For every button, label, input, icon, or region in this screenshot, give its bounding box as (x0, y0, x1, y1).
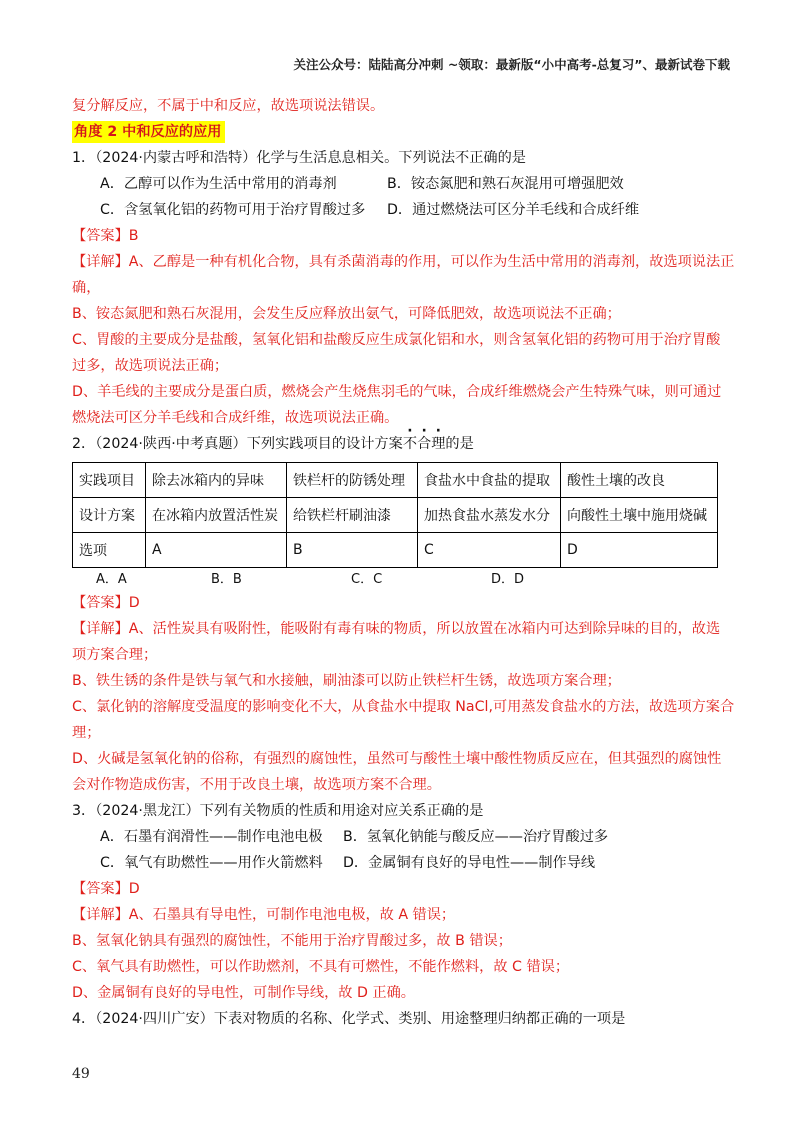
detail-line: 【详解】A、活性炭具有吸附性，能吸附有毒有味的物质，所以放置在冰箱内可达到除异味的目的，故选 (72, 621, 721, 637)
question-stem: 1．（2024·内蒙古呼和浩特）化学与生活息息相关。下列说法不正确的是 (72, 150, 526, 166)
table-cell: 加热食盐水蒸发水分 (418, 498, 561, 533)
section-heading: 角度 2 中和反应的应用 (72, 121, 225, 143)
table-row (73, 498, 718, 533)
answer: 【答案】B (72, 228, 139, 244)
detail-line: D、火碱是氢氧化钠的俗称，有强烈的腐蚀性，虽然可与酸性土壤中酸性物质反应在，但其强烈的腐蚀性 (72, 751, 722, 767)
detail-line: B、铁生锈的条件是铁与氧气和水接触，刷油漆可以防止铁栏杆生锈，故选项方案合理； (72, 673, 621, 689)
question-3 (72, 798, 722, 1006)
option-c: C．C (351, 572, 383, 587)
table-cell: 铁栏杆的防锈处理 (287, 463, 418, 498)
option-b: B．铵态氮肥和熟石灰混用可增强肥效 (387, 176, 624, 192)
table-cell: 酸性土壤的改良 (561, 463, 718, 498)
detail-line: 【详解】A、石墨具有导电性，可制作电池电极，故 A 错误； (72, 907, 456, 923)
detail-line: D、羊毛线的主要成分是蛋白质，燃烧会产生烧焦羽毛的气味，合成纤维燃烧会产生特殊气味，则可通过 (72, 384, 722, 400)
detail-line: 项方案合理； (72, 647, 158, 663)
option-a: A．A (96, 572, 127, 587)
option-d: D．D (491, 572, 525, 587)
detail-line: B、铵态氮肥和熟石灰混用，会发生反应释放出氨气，可降低肥效，故选项说法不正确； (72, 306, 621, 322)
table-cell: C (418, 533, 561, 568)
answer: 【答案】D (72, 881, 140, 897)
detail-line: B、氢氧化钠具有强烈的腐蚀性，不能用于治疗胃酸过多，故 B 错误； (72, 933, 512, 949)
emphasis-dot: 不 (402, 436, 418, 452)
design-table (72, 462, 718, 568)
table-cell: 除去冰箱内的异味 (146, 463, 287, 498)
question-stem (72, 431, 722, 457)
table-cell: 食盐水中食盐的提取 (418, 463, 561, 498)
option-a: A．乙醇可以作为生活中常用的消毒剂 (100, 176, 337, 192)
table-cell: 向酸性土壤中施用烧碱 (561, 498, 718, 533)
emphasis-dot: 合 (417, 436, 432, 452)
detail-line: 过多，故选项说法正确； (72, 358, 229, 374)
option-b: B．B (211, 572, 242, 587)
table-cell: 设计方案 (73, 498, 146, 533)
option-row (72, 197, 722, 223)
detail-line: C、氧气具有助燃性，可以作助燃剂，不具有可燃性，不能作燃料，故 C 错误； (72, 959, 570, 975)
question-4 (72, 1006, 722, 1032)
table-row (73, 533, 718, 568)
answer: 【答案】D (72, 595, 140, 611)
question-2 (72, 431, 735, 798)
detail-line: D、金属铜有良好的导电性，可制作导线，故 D 正确。 (72, 985, 415, 1001)
table-row (73, 463, 718, 498)
option-d: D．金属铜有良好的导电性——制作导线 (343, 855, 596, 871)
option-b: B．氢氧化钠能与酸反应——治疗胃酸过多 (343, 829, 609, 845)
detail-line: C、胃酸的主要成分是盐酸，氢氧化铝和盐酸反应生成氯化铝和水，则含氢氧化铝的药物可用于治疗胃酸 (72, 332, 721, 348)
option-c: C．含氢氧化铝的药物可用于治疗胃酸过多 (100, 202, 366, 218)
document-body (72, 93, 735, 1032)
lead-text: 复分解反应，不属于中和反应，故选项说法错误。 (72, 98, 385, 114)
option-row (72, 850, 722, 876)
stem-text: 2．（2024·陕西·中考真题）下列实践项目的设计方案 (72, 436, 403, 452)
table-cell: 给铁栏杆刷油漆 (287, 498, 418, 533)
table-cell: B (287, 533, 418, 568)
stem-text: 的是 (445, 436, 474, 452)
option-row (72, 824, 722, 850)
detail-line: 【详解】A、乙醇是一种有机化合物，具有杀菌消毒的作用，可以作为生活中常用的消毒剂，故选项说法正 (72, 254, 735, 270)
detail-line: 会对作物造成伤害，不用于改良土壤，故选项方案不合理。 (72, 777, 441, 793)
table-cell: 在冰箱内放置活性炭 (146, 498, 287, 533)
table-cell: D (561, 533, 718, 568)
question-stem: 4．（2024·四川广安）下表对物质的名称、化学式、类别、用途整理归纳都正确的一项是 (72, 1011, 626, 1027)
table-cell: 实践项目 (73, 463, 146, 498)
option-a: A．石墨有润滑性——制作电池电极 (100, 829, 323, 845)
page-number: 49 (72, 1066, 90, 1082)
emphasis-dot: 理 (431, 436, 446, 452)
question-stem: 3．（2024·黑龙江）下列有关物质的性质和用途对应关系正确的是 (72, 803, 484, 819)
table-cell: 选项 (73, 533, 146, 568)
page-header: 关注公众号：陆陆高分冲刺 ~领取：最新版“小中高考-总复习”、最新试卷下载 (293, 57, 730, 72)
detail-line: 理； (72, 725, 101, 741)
option-c: C．氧气有助燃性——用作火箭燃料 (100, 855, 323, 871)
detail-line: 确， (72, 280, 101, 296)
option-row (72, 171, 722, 197)
detail-line: 燃烧法可区分羊毛线和合成纤维，故选项说法正确。 (72, 410, 399, 426)
detail-line: C、氯化钠的溶解度受温度的影响变化不大，从食盐水中提取 NaCl,可用蒸发食盐水的方法，故选项方案合 (72, 699, 735, 715)
table-cell: A (146, 533, 287, 568)
option-row (72, 570, 722, 590)
question-1 (72, 145, 735, 431)
option-d: D．通过燃烧法可区分羊毛线和合成纤维 (387, 202, 640, 218)
